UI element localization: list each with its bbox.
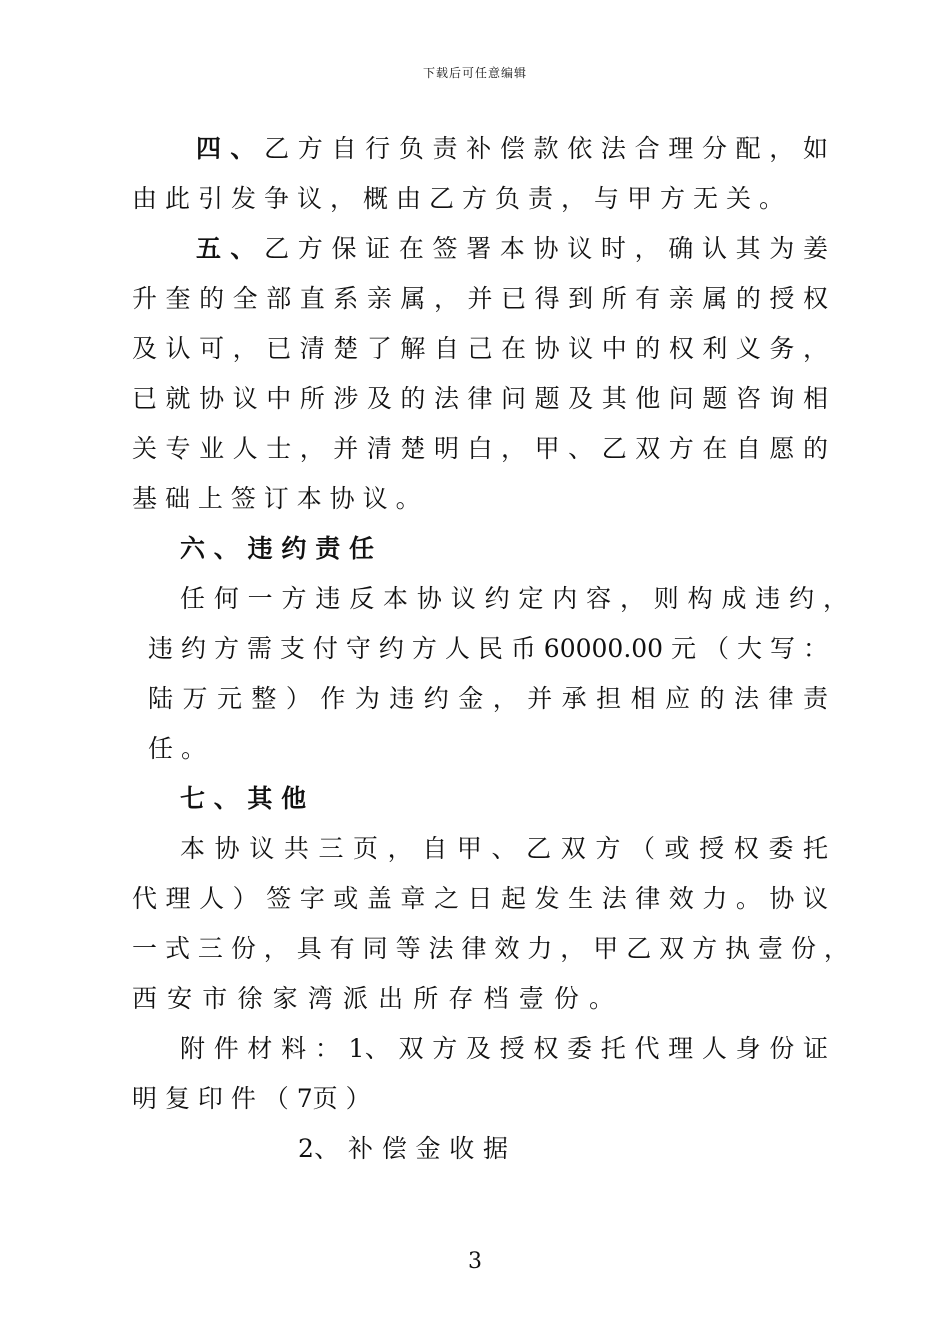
line-text: 及 认 可 ， 已 清 楚 了 解 自 己 在 协 议 中 的 权 利 义 务 ，: [132, 334, 828, 363]
line-text: 基 础 上 签 订 本 协 议 。: [132, 484, 421, 513]
paragraph-line: [180, 834, 828, 864]
line-text: 违 约 方 需 支 付 守 约 方 人 民 币 60000.00 元 （ 大 写 ：: [148, 634, 828, 663]
paragraph-line: [148, 734, 204, 764]
line-text: 陆 万 元 整 ） 作 为 违 约 金 ， 并 承 担 相 应 的 法 律 责: [148, 684, 828, 713]
line-text: 代 理 人 ） 签 字 或 盖 章 之 日 起 发 生 法 律 效 力 。 协 议: [132, 884, 828, 913]
section-heading: [180, 534, 374, 564]
paragraph-line: [132, 884, 828, 914]
section-heading: [180, 784, 307, 814]
heading-text: 七 、 其 他: [180, 784, 307, 813]
page-header: 下载后可任意编辑: [422, 66, 527, 80]
paragraph-line: [180, 1034, 828, 1064]
line-text: 关 专 业 人 士 ， 并 清 楚 明 白 ， 甲 、 乙 双 方 在 自 愿 的: [132, 434, 828, 463]
paragraph-line: [132, 184, 784, 214]
paragraph-line: [180, 584, 848, 614]
paragraph-line: [132, 1084, 371, 1114]
line-text: 附 件 材 料 ： 1、 双 方 及 授 权 委 托 代 理 人 身 份 证: [180, 1034, 828, 1063]
line-text: 四 、 乙 方 自 行 负 责 补 偿 款 依 法 合 理 分 配 ， 如: [196, 134, 828, 163]
paragraph-line: [132, 284, 828, 314]
section-number: 四 、: [196, 134, 256, 163]
paragraph-line: [196, 134, 828, 164]
paragraph-line: [132, 984, 614, 1014]
line-text: 任 。: [148, 734, 206, 763]
paragraph-line: [132, 334, 828, 364]
line-text: 任 何 一 方 违 反 本 协 议 约 定 内 容 ， 则 构 成 违 约 ，: [180, 584, 848, 613]
line-text: 明 复 印 件 （ 7页 ）: [132, 1084, 371, 1113]
paragraph-line: [298, 1134, 508, 1164]
line-text: 由 此 引 发 争 议 ， 概 由 乙 方 负 责 ， 与 甲 方 无 关 。: [132, 184, 784, 213]
section-number: 五 、: [196, 234, 256, 263]
paragraph-line: [132, 384, 828, 414]
heading-text: 六 、 违 约 责 任: [180, 534, 374, 563]
line-text: 升 奎 的 全 部 直 系 亲 属 ， 并 已 得 到 所 有 亲 属 的 授 权: [132, 284, 828, 313]
line-text: 本 协 议 共 三 页 ， 自 甲 、 乙 双 方 （ 或 授 权 委 托: [180, 834, 828, 863]
paragraph-line: [132, 434, 828, 464]
paragraph-line: [196, 234, 828, 264]
line-text: 已 就 协 议 中 所 涉 及 的 法 律 问 题 及 其 他 问 题 咨 询 相: [132, 384, 828, 413]
paragraph-line: [132, 484, 421, 514]
page-number: 3: [468, 1249, 482, 1274]
line-text: 五 、 乙 方 保 证 在 签 署 本 协 议 时 ， 确 认 其 为 姜: [196, 234, 828, 263]
paragraph-line: [148, 684, 828, 714]
paragraph-line: [148, 634, 828, 664]
paragraph-line: [132, 934, 848, 964]
line-text: 西 安 市 徐 家 湾 派 出 所 存 档 壹 份 。: [132, 984, 614, 1013]
line-text: 一 式 三 份 ， 具 有 同 等 法 律 效 力 ， 甲 乙 双 方 执 壹 份 ，: [132, 934, 849, 963]
line-text: 2、 补 偿 金 收 据: [298, 1134, 508, 1163]
